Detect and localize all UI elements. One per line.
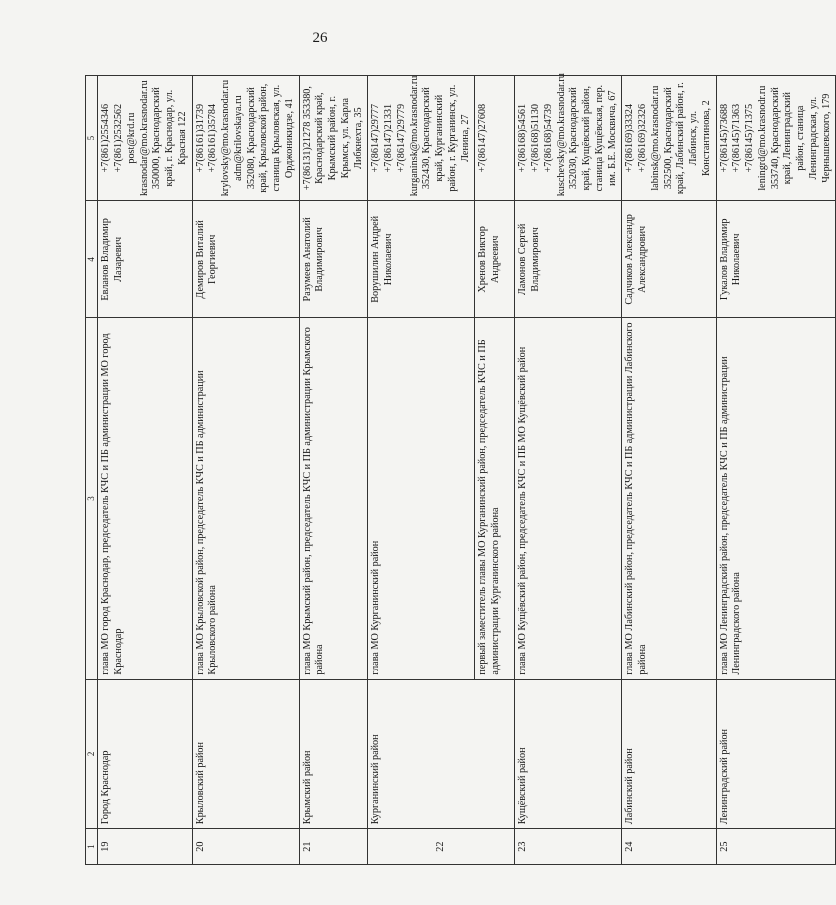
- official-position: первый заместитель главы МО Курганинский район, председатель КЧС и ПБ администрации Курганинского района: [475, 318, 515, 679]
- district-name: Лабинский район: [622, 679, 716, 829]
- table-row: [192, 76, 299, 865]
- official-name: Гукалов Владимир Николаевич: [716, 201, 836, 318]
- contact-info: +7(86147)29777 +7(86147)21331 +7(86147)29779 kurganinsk@mo.krasnodar.ru 352430, Краснодарский край, Курганинский район, г. Курганинск, ул. Ленина, 27: [368, 76, 475, 201]
- row-number: 19: [98, 829, 192, 865]
- contact-info: +7(86168)54561 +7(86168)51130 +7(86168)54739 kuschevsky@mo.krasnodar.ru 352030, Краснодарский край, Кущёвский район, станица Кущёвская, пер. им. Б.Е. Москвича, 67: [515, 76, 622, 201]
- column-number: 5: [86, 76, 98, 201]
- column-number: 2: [86, 679, 98, 829]
- row-number: 24: [622, 829, 716, 865]
- contact-info: +7(86145)73688 +7(86145)71363 +7(86145)71375 leningrd@mo.krasnodr.ru 353740, Краснодарский край, Ленинградский район, станица Ленинградская, ул. Чернышевского, 179: [716, 76, 836, 201]
- official-position: глава МО Лабинский район, председатель КЧС и ПБ администрации Лабинского района: [622, 318, 716, 679]
- official-name: Евланов Владимир Лазаревич: [98, 201, 192, 318]
- contact-info: +7(86161)31739 +7(86161)35784 krylovsky@mo.krasnodar.ru adm@krilovskaya.ru 352080, Краснодарский край, Крыловской район, станица Крыловская, ул. Орджоникидзе, 41: [192, 76, 299, 201]
- table-row: [515, 76, 622, 865]
- district-name: Город Краснодар: [98, 679, 192, 829]
- column-number: 3: [86, 318, 98, 679]
- column-number-row: [86, 76, 98, 865]
- district-name: Курганинский район: [368, 679, 515, 829]
- official-name: Садчиков Александр Александрович: [622, 201, 716, 318]
- column-number: 4: [86, 201, 98, 318]
- official-name: Разумеев Анатолий Владимирович: [299, 201, 368, 318]
- row-number: 23: [515, 829, 622, 865]
- column-number: 1: [86, 829, 98, 865]
- district-name: Ленинградский район: [716, 679, 836, 829]
- district-name: Крымский район: [299, 679, 368, 829]
- contact-info: +7(86169)33324 +7(86169)32326 labinsk@mo.krasnodar.ru 352500, Краснодарский край, Лабинский район, г. Лабинск, ул. Константинова, 2: [622, 76, 716, 201]
- official-name: Ворушилин Андрей Николаевич: [368, 201, 475, 318]
- official-position: глава МО Крыловской район, председатель КЧС и ПБ администрации Крыловского района: [192, 318, 299, 679]
- contacts-table: [85, 75, 836, 865]
- row-number: 20: [192, 829, 299, 865]
- official-position: глава МО город Краснодар, председатель КЧС и ПБ администрации МО город Краснодар: [98, 318, 192, 679]
- contact-info: +7(861)2554346 +7(861)2532562 post@krd.ru krasnodar@mo.krasnodar.ru 350000, Краснодарский край, г. Краснодар, ул. Красная 122: [98, 76, 192, 201]
- row-number: 25: [716, 829, 836, 865]
- official-position: глава МО Ленинградский район, председатель КЧС и ПБ администрации Ленинградского района: [716, 318, 836, 679]
- rotated-table-container: [85, 73, 832, 865]
- table-row: [299, 76, 368, 865]
- contact-info: +7(86131)21278 353380, Краснодарский край, Крымский район, г. Крымск, ул. Карла Либкнехта, 35: [299, 76, 368, 201]
- official-name: Демиров Виталий Георгиевич: [192, 201, 299, 318]
- official-name: Хренов Виктор Андреевич: [475, 201, 515, 318]
- table-row: [622, 76, 716, 865]
- page-number: 26: [312, 30, 328, 46]
- row-number: 22: [368, 829, 515, 865]
- district-name: Кущёвский район: [515, 679, 622, 829]
- official-position: глава МО Кущёвский район, председатель КЧС и ПБ МО Кущёвский район: [515, 318, 622, 679]
- row-number: 21: [299, 829, 368, 865]
- table-row: [716, 76, 836, 865]
- table-row: [98, 76, 192, 865]
- official-name: Ламонов Сергей Владимирович: [515, 201, 622, 318]
- district-name: Крыловский район: [192, 679, 299, 829]
- official-position: глава МО Крымский район, председатель КЧС и ПБ администрации Крымского района: [299, 318, 368, 679]
- official-position: глава МО Курганинский район: [368, 318, 475, 679]
- contact-info: +7(86147)27608: [475, 76, 515, 201]
- table-row: [368, 76, 475, 865]
